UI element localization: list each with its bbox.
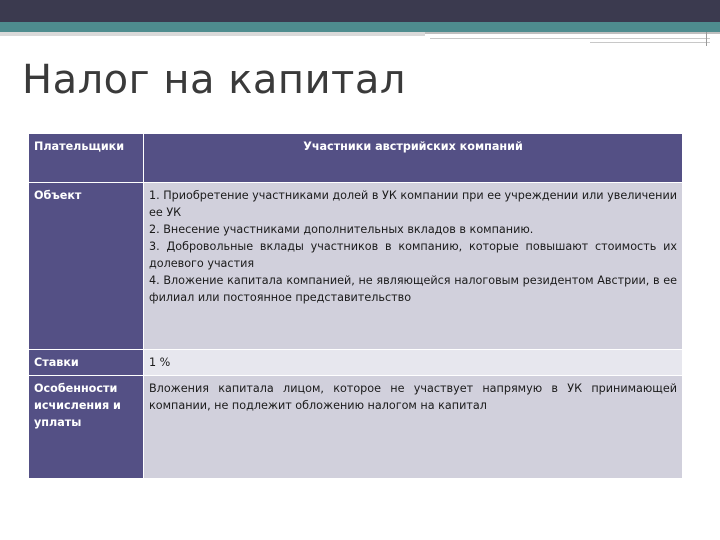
object-item-1: 1. Приобретение участниками долей в УК компании при ее учреждении или увеличении ее УК [149, 189, 677, 219]
payers-label: Плательщики [29, 134, 144, 183]
features-label: Особенности исчисления и уплаты [29, 376, 144, 479]
payers-value: Участники австрийских компаний [144, 134, 683, 183]
top-teal-bar [0, 22, 720, 32]
object-item-4: 4. Вложение капитала компанией, не являющейся налоговым резидентом Австрии, в ее филиал или постоянное представительство [149, 274, 677, 304]
table-row-features [29, 376, 683, 479]
object-item-3: 3. Добровольные вклады участников в компанию, которые повышают стоимость их долевого участия [149, 240, 677, 270]
slide-title: Налог на капитал [22, 57, 406, 103]
features-value: Вложения капитала лицом, которое не участвует напрямую в УК принимающей компании, не подлежит обложению налогом на капитал [144, 376, 683, 479]
table-row-payers [29, 134, 683, 183]
top-dark-bar [0, 0, 720, 22]
table-row-rates [29, 350, 683, 376]
decorative-line [590, 42, 710, 43]
object-label: Объект [29, 183, 144, 350]
object-item-2: 2. Внесение участниками дополнительных вкладов в компанию. [149, 223, 534, 236]
object-content [144, 183, 683, 350]
top-gray-bar [0, 32, 425, 36]
top-gray-bar-right [425, 32, 720, 34]
decorative-vertical-line [706, 32, 707, 46]
table-row-object [29, 183, 683, 350]
decorative-line [430, 38, 710, 39]
rates-label: Ставки [29, 350, 144, 376]
tax-table [28, 133, 683, 479]
rates-value: 1 % [144, 350, 683, 376]
